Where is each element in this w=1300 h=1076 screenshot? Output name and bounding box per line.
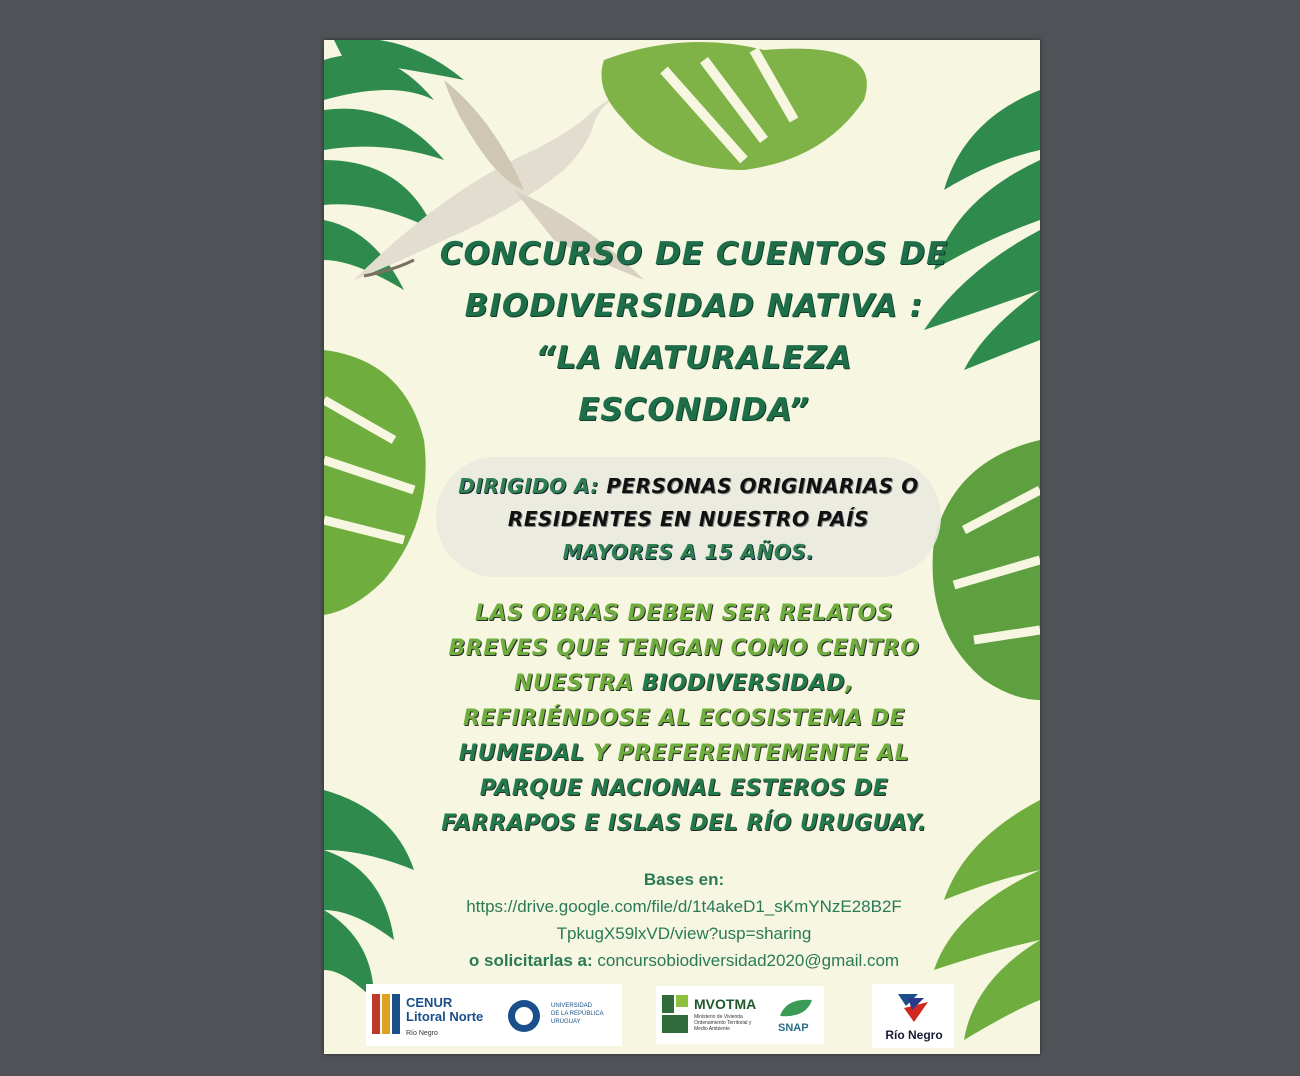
desc-line-7: FARRAPOS E ISLAS DEL RÍO URUGUAY. (441, 811, 927, 836)
contact-email[interactable]: concursobiodiversidad2020@gmail.com (592, 951, 900, 970)
title-line-2: BIODIVERSIDAD NATIVA : (464, 288, 924, 324)
desc-line-3b: BIODIVERSIDAD (641, 671, 846, 696)
bases-info (424, 866, 944, 974)
contest-description (434, 596, 934, 841)
audience-line-3: MAYORES A 15 AÑOS. (562, 540, 815, 564)
contest-poster (324, 40, 1040, 1054)
monstera-leaf-top (602, 42, 867, 170)
bases-url-line-2[interactable]: TpkugX59lxVD/view?usp=sharing (556, 924, 812, 943)
cenur-line-3: Río Negro (406, 1030, 438, 1037)
udelar-line-1: UNIVERSIDAD (551, 1003, 593, 1009)
rio-negro-flag-icon (894, 990, 934, 1026)
udelar-line-3: URUGUAY (551, 1019, 581, 1025)
audience-text (436, 470, 941, 569)
desc-line-3a: NUESTRA (514, 671, 642, 696)
rio-negro-name: Río Negro (885, 1028, 943, 1042)
mvotma-icon (662, 995, 690, 1035)
desc-line-1: LAS OBRAS DEBEN SER RELATOS (474, 601, 894, 626)
audience-label: DIRIGIDO A: (458, 474, 599, 498)
desc-line-3c: , (845, 671, 854, 696)
palm-leaf-bottom-left (324, 790, 414, 1000)
snap-name: SNAP (778, 1022, 809, 1034)
solicit-label: o solicitarlas a: (468, 951, 593, 970)
audience-line-1: PERSONAS ORIGINARIAS O (606, 474, 919, 498)
monstera-leaf-left (324, 350, 426, 615)
cenur-line-2: Litoral Norte (406, 1009, 484, 1024)
udelar-seal-icon (506, 998, 542, 1034)
cenur-line-1: CENUR (406, 995, 453, 1010)
poster-title (414, 228, 974, 436)
snap-leaf-icon (776, 996, 816, 1020)
desc-line-2: BREVES QUE TENGAN COMO CENTRO (448, 636, 920, 661)
cenur-icon (372, 994, 402, 1034)
mvotma-snap-logo (656, 986, 824, 1044)
title-line-1: CONCURSO DE CUENTOS DE (439, 236, 949, 272)
mvotma-subtitle: Ministerio de Vivienda Ordenamiento Territorial y Medio Ambiente (694, 1014, 752, 1032)
desc-line-6: PARQUE NACIONAL ESTEROS DE (479, 776, 889, 801)
udelar-line-2: DE LA REPÚBLICA (551, 1011, 604, 1017)
monstera-leaf-right (933, 440, 1040, 700)
desc-line-4: REFIRIÉNDOSE AL ECOSISTEMA DE (462, 706, 906, 731)
mvotma-name: MVOTMA (694, 996, 757, 1012)
title-line-4: ESCONDIDA” (578, 392, 810, 428)
cenur-udelar-logo (366, 984, 622, 1046)
rio-negro-logo (872, 984, 954, 1048)
title-line-3: “LA NATURALEZA (535, 340, 853, 376)
desc-line-5a: HUMEDAL (458, 741, 585, 766)
bases-label: Bases en: (643, 870, 725, 889)
audience-line-2: RESIDENTES EN NUESTRO PAÍS (507, 507, 870, 531)
bases-url-line-1[interactable]: https://drive.google.com/file/d/1t4akeD1_sKmYNzE28B2F (466, 897, 902, 916)
sponsor-logos (364, 982, 1004, 1052)
desc-line-5b: Y PREFERENTEMENTE AL (584, 741, 910, 766)
